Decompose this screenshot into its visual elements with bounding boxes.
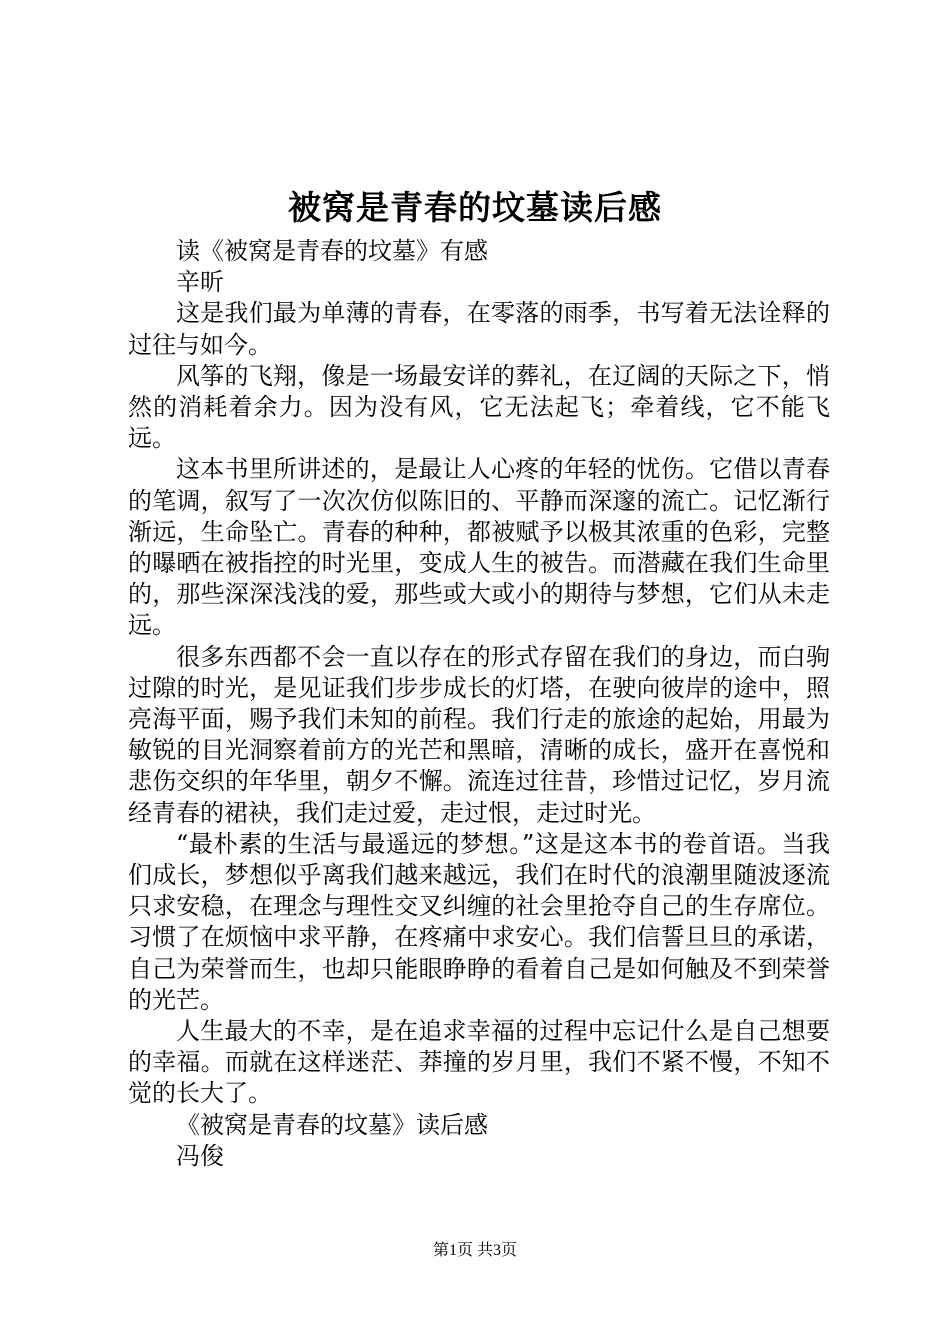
paragraph: 人生最大的不幸，是在追求幸福的过程中忘记什么是自己想要的幸福。而就在这样迷茫、莽撞的岁月里，我们不紧不慢，不知不觉的长大了。 xyxy=(128,1017,830,1108)
subtitle-line: 读《被窝是青春的坟墓》有感 xyxy=(176,237,488,265)
paragraph: 很多东西都不会一直以存在的形式存留在我们的身边，而白驹过隙的时光，是见证我们步步成长的灯塔，在驶向彼岸的途中，照亮海平面，赐予我们未知的前程。我们行走的旅途的起始，用最为敏锐的目光洞察着前方的光芒和黑暗，清晰的成长，盛开在喜悦和悲伤交织的年华里，朝夕不懈。流连过往昔，珍惜过记忆，岁月流经青春的裙袂，我们走过爱，走过恨，走过时光。 xyxy=(128,642,830,827)
second-subtitle-line: 《被窝是青春的坟墓》读后感 xyxy=(176,1110,488,1139)
paragraph: 风筝的飞翔，像是一场最安详的葬礼，在辽阔的天际之下，悄然的消耗着余力。因为没有风，它无法起飞；牵着线，它不能飞远。 xyxy=(128,361,830,453)
paragraph: “最朴素的生活与最遥远的梦想。”这是这本书的卷首语。当我们成长，梦想似乎离我们越来越远，我们在时代的浪潮里随波逐流只求安稳，在理念与理性交叉纠缠的社会里抢夺自己的生存席位。习惯了在烦恼中求平静，在疼痛中求安心。我们信誓旦旦的承诺，自己为荣誉而生，也却只能眼睁睁的看着自己是如何触及不到荣誉的光芒。 xyxy=(128,829,830,1014)
author-line: 辛昕 xyxy=(176,268,224,297)
second-author-line: 冯俊 xyxy=(176,1141,224,1170)
paragraph: 这是我们最为单薄的青春，在零落的雨季，书写着无法诠释的过往与如今。 xyxy=(128,299,830,359)
document-body xyxy=(128,236,830,1172)
document-title: 被窝是青春的坟墓读后感 xyxy=(288,188,662,227)
page-number-footer: 第1页 共3页 xyxy=(432,1242,517,1259)
paragraph: 这本书里所讲述的，是最让人心疼的年轻的忧伤。它借以青春的笔调，叙写了一次次仿似陈旧的、平静而深邃的流亡。记忆渐行渐远，生命坠亡。青春的种种，都被赋予以极其浓重的色彩，完整的曝晒在被指控的时光里，变成人生的被告。而潜藏在我们生命里的，那些深深浅浅的爱，那些或大或小的期待与梦想，它们从未走远。 xyxy=(128,455,830,640)
